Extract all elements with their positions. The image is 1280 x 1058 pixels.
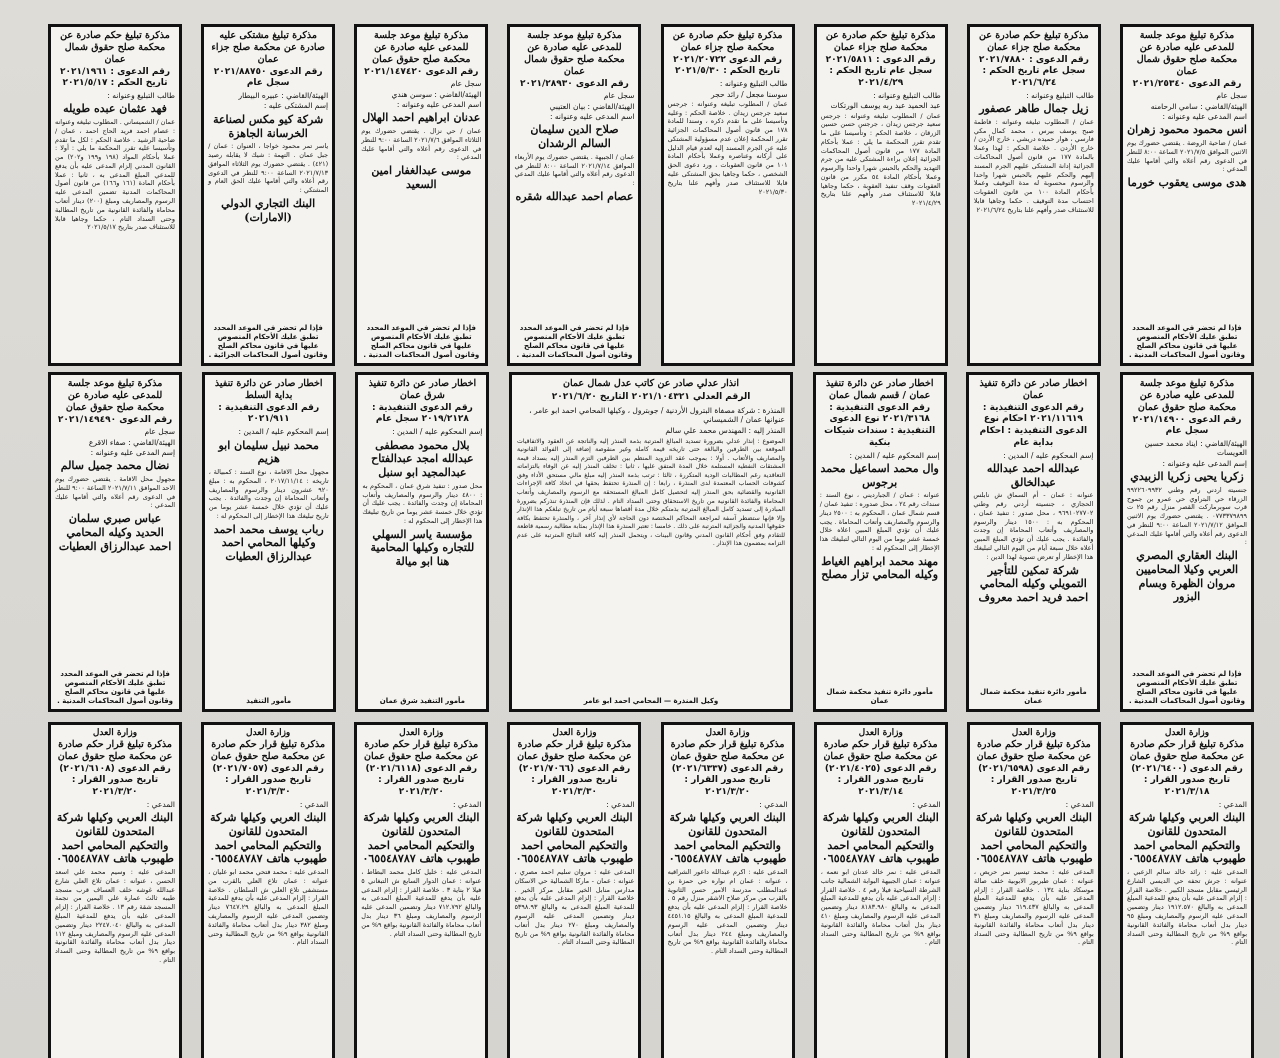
notice-case-number: رقم الدعوى (٢٠٢١/٦١٠٨) تاريخ صدور القرار : ٢٠٢١/٣/٢٠ xyxy=(59,763,171,798)
notice-body-text: جنسيته اردني رقم وطني ٩٩٢٢٦٠٩٩٣٢ الزرقاء حي البتراوي حي عمرو بن جموح قرب سوبرماركت القصر منزل رقم ٢٥ ت ٠٧٧٣٣٧٩٨٩٩ . يقتضي حضورك يوم الاثنين الموافق ٢٠٢١/٧/١٢ الساعة ٩:٠٠ للنظر في الدعوى رقم أعلاه والتي أقامها عليك المدعي : xyxy=(1127,485,1248,547)
notice-case-number: رقم الدعوى (٢٠٢١/٦٤٠٠) تاريخ صدور القرار : ٢٠٢١/٣/١٨ xyxy=(1131,763,1243,798)
notice-case-number: رقم الدعوى التنفيذية : ٢٠١٩/٢١٢٨ سجل عام xyxy=(371,402,473,425)
notice-party-name: وال محمد اسماعيل محمد برجوس xyxy=(820,461,939,489)
notices-row-1 xyxy=(48,24,1254,366)
notice-body-text: المدعى عليه : نمر خالد عدنان ابو نعمه ، عنوانه : عمان الجبيهة البوابة الشمالية جانب الشرطة السياحية فيلا رقم ٤ . خلاصة القرار : إلزام المدعى عليه بأن يدفع للمدعية المبلغ المدعى به والبالغ ٨١٨٣.٩٨٠ دينار وتضمين المدعى عليه الرسوم والمصاريف ومبلغ ٤١٠ دينار بدل أتعاب محاماة والفائدة القانونية بواقع ٩% من تاريخ المطالبة وحتى السداد التام . xyxy=(820,868,941,947)
notice-party-name: محمد نبيل سليمان ابو هزيم xyxy=(218,438,319,466)
notice-label: عبد الحميد عبد ربه يوسف الورتكات xyxy=(830,101,941,111)
notice-ministry: وزارة العدل xyxy=(1011,728,1056,738)
notice-body-text: عمان / حي نزال . يقتضي حضورك يوم الثلاثاء الموافق ٢٠٢١/٧/٦ الساعة ٩:٠٠ للنظر في الدعوى رقم أعلاه والتي أقامها عليك المدعي : xyxy=(361,127,482,162)
notice-label: إسم المشتكى عليه : xyxy=(263,101,329,111)
legal-notice xyxy=(813,372,947,712)
legal-notice xyxy=(202,372,336,712)
notice-case-number: رقم الدعوى ٢٠٢١/١٤٩٠٠ سجل عام xyxy=(1132,414,1242,437)
notice-case-number: رقم الدعوى ٢٠٢١/١٤٧٤٢٠ xyxy=(364,66,479,77)
notice-case-number: رقم الدعوى (٢٠٢١/٦١١٨) تاريخ صدور القرار : ٢٠٢١/٣/٢٠ xyxy=(365,763,478,798)
notice-plaintiff-name: رباب يوسف محمد احمد وكيلها المحامي احمد عبدالرزاق العطيات xyxy=(213,522,324,564)
notice-label: إسم المدعى عليه وعنوانه : xyxy=(1162,458,1247,468)
notice-ministry: وزارة العدل xyxy=(399,728,444,738)
notice-case-number: رقم الدعوى : ٢٠٢١/٧٨٨٠ سجل عام تاريخ الحكم : ٢٠٢١/٦/٢٤ xyxy=(978,54,1089,89)
notice-body-text: مجهول محل الاقامة ، نوع السند : كمبيالة ، تاريخه : ٢٠١٧/١١/١٤ ، المحكوم به : مبلغ ٩٢٠ عشرون دينار والرسوم والمصاريف وأتعاب المحاماة إن وجدت والفائدة . يجب عليك أن تؤدي خلال خمسة عشر يوما من تاريخ تبليغك هذا الإخطار إلى المحكوم له : xyxy=(208,468,329,520)
notice-plaintiff-name: مهند محمد ابراهيم الغياط وكيله المحامي تزار مصلح xyxy=(821,554,939,582)
legal-notice xyxy=(355,372,489,712)
notice-heading: مذكرة تبليغ قرار حكم صادرة عن محكمة صلح حقوق عمان xyxy=(210,739,326,762)
notice-case-number: الرقم العدلي ٢٠٢١/١٠٤٣٢١ التاريخ ٢٠٢١/٦/٢٠ xyxy=(551,391,751,402)
notice-heading: مذكرة تبليغ موعد جلسة للمدعى عليه صادرة عن محكمة صلح حقوق شمال عمان xyxy=(1136,30,1238,77)
notice-case-number: رقم الدعوى التنفيذية : ٢٠٢١/١١٦١٩ احكام نوع الدعوى التنفيذية : احكام بداية عام xyxy=(979,402,1088,448)
notice-heading: مذكرة تبليغ قرار حكم صادرة عن محكمة صلح حقوق عمان xyxy=(976,739,1092,762)
notice-body-text: عنوانه : عمان / الجبارديني ، نوع السند : سندات رقم ٢٤ ، محل صدوره : تنفيذ عمان / قسم شمال عمان ، المحكوم به : ٢٥٠٠ دينار والرسوم والمصاريف وأتعاب المحاماة . يجب عليك أن تؤدي المبلغ المبين اعلاه خلال خمسة عشر يوما من اليوم التالي لتبليغك هذا الإخطار إلى المحكوم له : xyxy=(819,491,940,552)
notice-party-name: البنك العربي وكيلها شركة المتحدون للقانون والتحكيم المحامي احمد طهبوب هاتف ٠٦٥٥٤٨٧٨٧ xyxy=(362,811,481,866)
notice-case-number: رقم الدعوى (٢٠٢١/٦٣٣٧) تاريخ صدور القرار : ٢٠٢١/٣/٢٠ xyxy=(671,763,784,798)
legal-notice xyxy=(201,722,335,1058)
notice-party-name: البنك العربي وكيلها شركة المتحدون للقانون والتحكيم المحامي احمد طهبوب هاتف ٠٦٥٥٤٨٧٨٧ xyxy=(821,811,940,866)
notice-plaintiff-name: البنك التجاري الدولي (الامارات) xyxy=(221,196,316,224)
notice-label: اسم المدعى عليه وعنوانه : xyxy=(549,111,635,121)
notice-footer: وكيل المنذرة — المحامي احمد ابو عامر xyxy=(583,696,719,705)
legal-notice xyxy=(354,24,488,366)
notice-party-name: البنك العربي وكيلها شركة المتحدون للقانون والتحكيم المحامي احمد طهبوب هاتف ٠٦٥٥٤٨٧٨٧ xyxy=(56,811,174,866)
notice-case-number: رقم الدعوى ٢٠٢١/٨٨٧٥٠ سجل عام xyxy=(213,66,323,89)
notice-heading: مذكرة تبليغ قرار حكم صادرة عن محكمة صلح حقوق عمان xyxy=(364,739,479,762)
notice-label: المدعي : xyxy=(912,799,941,809)
notice-footer: فإذا لم تحضر في الموعد المحدد تطبق عليك الأحكام المنصوص عليها في قانون محاكم الصلح وقانون أصول المحاكمات المدنية . xyxy=(57,669,174,705)
notice-body-text: عنوانه : عمان - أم السماق ش نابلس الحجازي ، جنسيته أردني رقم وطني ٩٦٩١٠٢٧٧٠٢ ، محل صدور : تنفيذ عمان ، المحكوم به : ١٥٠٠ دينار والرسوم والمصاريف وأتعاب المحاماة إن وجدت والفائدة . يجب عليك أن تؤدي المبلغ المبين أعلاه خلال سبعة أيام من اليوم التالي لتبليغك هذا الإخطار أو تعرض تسوية لهذا الدين : xyxy=(973,491,1094,561)
notice-case-number: رقم الدعوى ٢٠٢١/٢٨٩٣٠ xyxy=(520,78,629,89)
notice-footer: فإذا لم تحضر في الموعد المحدد تطبق عليك الأحكام المنصوص عليها في قانون محاكم الصلح وقانون أصول المحاكمات المدنية . xyxy=(363,323,480,359)
notice-case-number: رقم الدعوى (٢٠٢١/٧٠٦٦) تاريخ صدور القرار : ٢٠٢١/٣/٣٠ xyxy=(518,763,631,798)
notice-body-text: ياسر تمر محمود خواجا ، العنوان : عمان / جبل عمان . التهمة : شيك لا يقابله رصيد (٤٢١) . يقتضي حضورك يوم الثلاثاء الموافق ٢٠٢١/٧/١٣ الساعة ٩:٠٠ للنظر في الدعوى رقم أعلاه والتي أقامها عليك الحق العام و المشتكي : xyxy=(208,142,329,195)
legal-notice xyxy=(354,722,488,1058)
legal-notice xyxy=(48,24,182,366)
notice-plaintiff-name: مؤسسة ياسر السهلي للتجاره وكيلها المحامية هنا ابو ميالة xyxy=(370,527,475,569)
notice-footer: فإذا لم تحضر في الموعد المحدد تطبق عليك الأحكام المنصوص عليها في قانون محاكم الصلح وقانون أصول المحاكمات المدنية . xyxy=(1129,669,1245,705)
legal-notice xyxy=(814,24,948,366)
legal-notice xyxy=(509,372,793,712)
notice-body-text: عمان / ضاحية الروضة . يقتضي حضورك يوم الاثنين الموافق ٢٠٢١/٧/٥ الساعة ٨:٠٠ للنظر في الدعوى رقم أعلاه والتي أقامها عليك المدعي : xyxy=(1127,139,1248,174)
notice-label: سجل عام xyxy=(144,427,176,437)
legal-notice xyxy=(1120,24,1254,366)
notice-footer: مأمور التنفيذ شرق عمان xyxy=(379,696,466,705)
notice-heading: مذكرة تبليغ قرار حكم صادرة عن محكمة صلح حقوق عمان xyxy=(823,739,938,762)
notice-label: اسم المدعى عليه وعنوانه : xyxy=(1162,111,1247,121)
notice-body-text: مجهول محل الاقامة . يقتضي حضورك يوم الاحد الموافق ٢٠٢١/٧/١١ الساعة ٩:٠٠ للنظر في الدعوى رقم أعلاه والتي أقامها عليك المدعي : xyxy=(55,475,176,510)
notice-party-name: صلاح الدين سليمان السالم الرشدان xyxy=(530,123,619,151)
notices-row-3 xyxy=(48,722,1254,1058)
notice-label: المنذرة : شركة مصفاة البترول الأردنية / جوبترول ، وكيلها المحامي احمد ابو عامر ، عنوانها عمان / الشميساني xyxy=(529,405,786,424)
notice-heading: مذكرة تبليغ موعد جلسة للمدعى عليه صادرة عن محكمة صلح حقوق عمان xyxy=(372,30,471,65)
notice-footer: فإذا لم تحضر في الموعد المحدد تطبق عليك الأحكام المنصوص عليها في قانون محاكم الصلح وقانون أصول المحاكمات المدنية . xyxy=(1129,323,1245,359)
notice-heading: اخطار صادر عن دائرة تنفيذ عمان xyxy=(979,378,1088,401)
notice-heading: مذكرة تبليغ موعد جلسة للمدعى عليه صادرة عن محكمة صلح حقوق عمان xyxy=(1137,378,1237,413)
legal-notice xyxy=(1120,722,1254,1058)
notice-plaintiff-name: عباس صبري سلمان الحديد وكيله المحامي احمد عبدالرزاق العطيات xyxy=(58,512,172,553)
notice-footer: مأمور دائرة تنفيذ محكمة شمال عمان xyxy=(980,687,1087,705)
notice-label: إسم المحكوم عليه / المدين : xyxy=(1003,450,1094,460)
legal-notice xyxy=(1120,372,1254,712)
notice-body-text: عمان / الشميساني . المطلوب تبليغه وعنوانه : عصام احمد فريد الحاج احمد ، عمان / ضاحية الرشيد . خلاصة الحكم : لكل ما تقدم وتأسيسا عليه تقرر المحكمة ما يلي : أولا : عملا بأحكام المواد (١٩٨ و١٩٩ و٢٠٢) من القانون المدني إلزام المدعى عليه بأن يدفع للمدعي المبلغ المدعى به ، ثانيا : عملا بأحكام المادة (١٦١ و١٦٦) من قانون أصول المحاكمات المدنية تضمين المدعى عليه الرسوم والمصاريف ومبلغ (٢٠٠) دينار أتعاب محاماة والفائدة القانونية من تاريخ المطالبة وحتى السداد التام ، حكما وجاهيا قابلا للاستئناف صدر بتاريخ ٢٠٢١/٥/١٧ xyxy=(55,118,176,232)
notice-label: إسم المحكوم عليه / المدين : xyxy=(392,427,483,437)
notice-party-name: البنك العربي وكيلها شركة المتحدون للقانون والتحكيم المحامي احمد طهبوب هاتف ٠٦٥٥٤٨٧٨٧ xyxy=(1128,811,1246,866)
notice-label: المدعي : xyxy=(1065,799,1094,809)
notice-ministry: وزارة العدل xyxy=(858,728,903,738)
notice-heading: مذكرة تبليغ موعد جلسة للمدعى عليه صادرة عن محكمة صلح حقوق عمان xyxy=(65,378,165,413)
notice-heading: مذكرة تبليغ حكم صادرة عن محكمة صلح جزاء عمان xyxy=(825,30,936,53)
notice-party-name: بلال محمود مصطفى عبدالله امجد عبدالفتاح عبدالمجيد ابو سنبل xyxy=(371,438,474,479)
notice-label: سوسنا مجعل / رائد حجر xyxy=(711,89,788,99)
notice-body-text: المدعى عليه : محمد فتحي محمد ابو عليان ، عنوانه : عمان تلاع العلي بالقرب من مستشفى تلاع العلي ش السلطان . خلاصة القرار : إلزام المدعى عليه بأن يدفع للمدعية المبلغ المدعى به والبالغ ٧٦٤٧.٢٩ دينار وتضمين المدعى عليه الرسوم والمصاريف ومبلغ ٣٨٢ دينار بدل أتعاب محاماة والفائدة القانونية بواقع ٩% من تاريخ المطالبة وحتى السداد التام . xyxy=(208,868,329,947)
notice-body-text: المدعى عليه : اكرم عبدالله داعور الشراقبه ، عنوانه : عمان ام نواره حي حمزة بن عبدالمطلب مدرسة الامير حسن الثانوية بالقرب من مركز صلاح الاشقر منزل رقم ٥ . خلاصة القرار : إلزام المدعى عليه بأن يدفع للمدعية المبلغ المدعى به والبالغ ٤٤٥١.١٥ دينار وتضمين المدعى عليه الرسوم والمصاريف ومبلغ ٢٤٤ دينار بدل أتعاب محاماة والفائدة القانونية بواقع ٩% من تاريخ المطالبة وحتى السداد التام . xyxy=(667,868,788,956)
notice-label: طالب التبليغ وعنوانه : xyxy=(873,90,941,100)
notice-party-name: شركة كيو مكس لصناعة الخرسانة الجاهزة xyxy=(213,112,324,140)
legal-notice xyxy=(48,722,182,1058)
notice-label: المدعي : xyxy=(759,799,788,809)
notice-label: المدعي : xyxy=(606,799,635,809)
notice-party-name: عدنان ابراهيم احمد الهلال xyxy=(362,111,481,125)
notice-label: إسم المدعى عليه وعنوانه : xyxy=(90,448,176,458)
notice-heading: اخطار صادر عن دائرة تنفيذ عمان / قسم شمال عمان xyxy=(825,378,934,401)
notice-body-text: الموضوع : إنذار عدلي بضرورة تسديد المبالغ المترتبة بذمة المنذر إليه والناتجة عن العقود والاتفاقيات الموقعة بين الطرفين والبالغة حتى تاريخه قيمة كاملة وغير منقوصة إضافة إلى الفوائد القانونية والمصاريف والأتعاب . أولا : بموجب عقد التزويد المنظم بين الطرفين التزم المنذر إليه بسداد قيمة المشتقات النفطية المستلمة خلال المدة المتفق عليها ، ثانيا : تخلف المنذر إليه عن الوفاء بالتزاماته التعاقدية رغم المطالبات الودية المتكررة ، ثالثا : ترتب بذمة المنذر إليه مبلغ مالي مستحق الأداء وفق كشوفات الحساب المعتمدة لدى المنذرة ، رابعا : إن المنذرة تحتفظ بحقها في اتخاذ كافة الإجراءات القانونية والقضائية بحق المنذر إليه لتحصيل كامل المبالغ المستحقة مع الرسوم والمصاريف وأتعاب المحاماة والفائدة القانونية من تاريخ الاستحقاق وحتى السداد التام . لذلك فإن المنذرة تنذركم بضرورة المبادرة إلى تسديد كامل المبالغ المترتبة بذمتكم خلال مدة أقصاها سبعة أيام من تاريخ تبلغكم هذا الإنذار وإلا فإنها ستضطر آسفة لمراجعة المحاكم المختصة دون الحاجة لأي إنذار آخر ، والمنذرة تحتفظ بكافة حقوقها المدنية والجزائية المترتبة على ذلك . خامسا : تعتبر المنذرة هذا الإنذار بمثابة مطالبة رسمية قاطعة للتقادم وفق أحكام القانون المدني وقانون البينات ، ويتحمل المنذر إليه كافة النتائج المترتبة على عدم التزامه بمضمون هذا الإنذار . xyxy=(517,437,786,548)
notice-label: سجل عام xyxy=(603,91,635,101)
notice-party-name: البنك العربي وكيلها شركة المتحدون للقانون والتحكيم المحامي احمد طهبوب هاتف ٠٦٥٥٤٨٧٨٧ xyxy=(668,811,787,866)
notice-case-number: رقم الدعوى : ٢٠٢١/٥٨١١ سجل عام تاريخ الحكم : ٢٠٢١/٤/٢٩ xyxy=(825,54,936,89)
notice-ministry: وزارة العدل xyxy=(92,728,138,738)
notice-party-name: زكريا يحيى زكريا الزبيدي xyxy=(1130,470,1244,484)
notice-label: الهيئة/القاضي : سامي الرحامنه xyxy=(1150,101,1247,111)
notice-body-text: عمان / الجبيهة . يقتضي حضورك يوم الأربعاء الموافق ٢٠٢١/٧/١٤ الساعة ٨:٠٠ للنظر في الدعوى رقم أعلاه والتي أقامها عليك المدعي : xyxy=(514,152,635,188)
notice-plaintiff-name: عصام احمد عبدالله شقره xyxy=(515,189,634,203)
notice-party-name: زيل جمال طاهر عصفور xyxy=(979,102,1089,116)
legal-notice xyxy=(661,722,795,1058)
notice-footer: فإذا لم تحضر في الموعد المحدد تطبق عليك الأحكام المنصوص عليها في قانون محاكم الصلح وقانون أصول المحاكمات المدنية . xyxy=(516,323,633,359)
notice-ministry: وزارة العدل xyxy=(705,728,750,738)
legal-notice xyxy=(966,372,1100,712)
notice-party-name: البنك العربي وكيلها شركة المتحدون للقانون والتحكيم المحامي احمد طهبوب هاتف ٠٦٥٥٤٨٧٨٧ xyxy=(515,811,634,866)
notice-body-text: المدعى عليه : وسيم محمد علي اسعد الحسن ، عنوانه : عمان تلاع العلي شارع عبدالله غوشه خلف العساف قرب مسجد طيبه ثالث عمارة علي اليمين من نجمة المسجد شقة رقم ١٣ . خلاصة القرار : إلزام المدعى عليه بأن يدفع للمدعية المبلغ المدعى به والبالغ ٢٢٤٧.٠٤٠ دينار وتضمين المدعى عليه الرسوم والمصاريف ومبلغ ١١٢ دينار بدل أتعاب محاماة والفائدة القانونية بواقع ٩% من تاريخ المطالبة وحتى السداد التام . xyxy=(55,868,176,964)
notice-label: المدعي : xyxy=(146,799,176,809)
notice-body-text: محل صدور : تنفيذ شرق عمان ، المحكوم به : ٤٨٠٠ دينار والرسوم والمصاريف وأتعاب المحاماة إن وجدت والفائدة . يجب عليك أن تؤدي خلال خمسة عشر يوما من تاريخ تبليغك هذا الإخطار إلى المحكوم له : xyxy=(362,481,483,525)
notice-body-text: عمان / المطلوب تبليغه وعنوانه : فاطمة صبح يوسف بيرس ، محمد كمال مكي فارسي ، هوار حميده دريشي ، خارج الأردن / خارج الأردن . خلاصة الحكم : لهذا وعملا بالمادة ١٧٧ من قانون أصول المحاكمات الجزائية إدانة المشتكى عليهم الجرم المسند إليهم والحكم عليهم بالحبس شهرا واحدا والرسوم محسوبة له مدة التوقيف وعملا بأحكام المادة ١٠٠ من قانون العقوبات احتساب مدة التوقيف . حكما وجاهيا قابلا للاستئناف صدر وأفهم علنا بتاريخ ٢٠٢١/٦/٢٤ xyxy=(973,117,1094,214)
legal-notice xyxy=(48,372,182,712)
notice-body-text: عمان / المطلوب تبليغه وعنوانه : جرجس سعيد جرجس زيدان . خلاصة الحكم : وعليه وتأسيسا على ما تقدم ذكره ، وسندا للمادة ١٧٨ من قانون أصول المحاكمات الجزائية تقرر المحكمة إعلان عدم مسؤولية المشتكى عليه عن الجرم المسند إليه لعدم قيام الدليل على أركانه وعناصره وعملا بأحكام المادة ١٠١ من قانون العقوبات ، ورد دعوى الحق الشخصي ، حكما وجاهيا بحق المشتكى عليه قابلا للاستئناف صدر وأفهم علنا بتاريخ ٢٠٢١/٥/٣٠ xyxy=(667,99,788,196)
notice-body-text: المدعى عليه : مروان سليم احمد مصري ، عنوانه : عمان - ماركا الشمالية حي الاسكان مدارس منابل الخير مقابل مركز الخير . خلاصة القرار : إلزام المدعى عليه بأن يدفع للمدعية المبلغ المدعى به والبالغ ٥٣٩٨.٩٣ دينار وتضمين المدعى عليه الرسوم والمصاريف ومبلغ ٢٧٠ دينار بدل أتعاب محاماة والفائدة القانونية بواقع ٩% من تاريخ المطالبة وحتى السداد التام . xyxy=(514,868,635,947)
notice-case-number: رقم الدعوى ٢٠٢١/٢٥٣٤٠ xyxy=(1132,78,1242,89)
legal-notice xyxy=(507,24,641,366)
notice-party-name: البنك العربي وكيلها شركة المتحدون للقانون والتحكيم المحامي احمد طهبوب هاتف ٠٦٥٥٤٨٧٨٧ xyxy=(209,811,327,866)
notice-body-text: عمان / المطلوب تبليغه وعنوانه : جرجس سعيد جرجس زيدان ، جرجس حسن حسين الزرقان ، خلاصة الحكم : وتأسيسا على ما تقدم تقرر المحكمة ما يلي : عملا بأحكام المادة ١٧٧ من قانون أصول المحاكمات الجزائية إعلان براءة المشتكى عليه من جرم التهديد والحكم بالحبس شهرا واحدا والرسوم وعملا بأحكام المادة ٥٤ مكرر من قانون العقوبات وقف تنفيذ العقوبة ، حكما وجاهيا قابلا للاستئناف صدر وأفهم علنا بتاريخ ٢٠٢١/٤/٢٩ xyxy=(820,111,941,208)
notice-label: المدعي : xyxy=(1218,799,1247,809)
notices-row-2 xyxy=(48,372,1254,712)
notice-plaintiff-name: هدى موسى يعقوب خورما xyxy=(1127,176,1247,190)
notice-label: المدعي : xyxy=(299,799,329,809)
notice-heading: اخطار صادر عن دائرة تنفيذ بداية السلط xyxy=(214,378,323,401)
notice-party-name: البنك العربي وكيلها شركة المتحدون للقانون والتحكيم المحامي احمد طهبوب هاتف ٠٦٥٥٤٨٧٨٧ xyxy=(975,811,1093,866)
notice-case-number: رقم الدعوى التنفيذية : ٢٠٢١/٩١١ xyxy=(218,402,320,425)
notice-party-name: عبدالله احمد عبدالله عبدالخالق xyxy=(986,461,1080,489)
notice-label: الهيئة/القاضي : بيان العتيبي xyxy=(549,101,635,111)
notice-heading: مذكرة تبليغ حكم صادرة عن محكمة صلح جزاء عمان xyxy=(978,30,1089,53)
notice-party-name: فهد عثمان عبده طويله xyxy=(63,102,167,116)
notice-label: اسم المدعى عليه وعنوانه : xyxy=(396,100,482,110)
notice-label: الهيئة/القاضي : سوسن هندي xyxy=(391,89,482,99)
notice-heading: مذكرة تبليغ قرار حكم صادرة عن محكمة صلح حقوق عمان xyxy=(57,739,173,762)
notice-label: إسم المحكوم عليه / المدين : xyxy=(238,427,329,437)
notice-label: الهيئة/القاضي : ايناد محمد حسين العويسات xyxy=(1144,439,1247,458)
notice-label: المنذر إليه : المهندس محمد علي سالم xyxy=(665,426,786,436)
notice-body-text: المدعى عليه : رائد خالد سالم الزعبي ، عنوانه : جرش تحفه حي الديسي الشارع الرئيسي مقابل مسجد الكبير . خلاصة القرار : إلزام المدعى عليه بأن يدفع للمدعية المبلغ المدعى به والبالغ ١٩١٢.٥٧٠ دينار وتضمين المدعى عليه الرسوم والمصاريف ومبلغ ٩٥ دينار بدل أتعاب محاماة والفائدة القانونية بواقع ٩% من تاريخ المطالبة وحتى السداد التام . xyxy=(1127,868,1248,947)
notice-heading: مذكرة تبليغ قرار حكم صادرة عن محكمة صلح حقوق عمان xyxy=(670,739,785,762)
notice-footer: فإذا لم تحضر في الموعد المحدد تطبق عليك الأحكام المنصوص عليها في قانون محاكم الصلح وقانون أصول المحاكمات الجزائية . xyxy=(208,323,328,359)
notice-label: الهيئة/القاضي : صفاء الاقرع xyxy=(88,437,176,447)
notice-label: الهيئة/القاضي : عبيره البيطار xyxy=(238,91,329,100)
notice-label: إسم المحكوم عليه / المدين : xyxy=(849,450,940,460)
notice-footer: مأمور دائرة تنفيذ محكمة شمال عمان xyxy=(826,687,934,705)
notice-label: سجل عام xyxy=(450,79,482,89)
notice-case-number: رقم الدعوى ٢٠٢١/٢٠٧٢٢ تاريخ الحكم : ٢٠٢١/٥/٣٠ xyxy=(673,54,782,77)
notice-case-number: رقم الدعوى ٢٠٢١/١٤٩٤٩٠ xyxy=(57,414,173,425)
notice-heading: مذكرة تبليغ حكم صادرة عن محكمة صلح جزاء عمان xyxy=(672,30,783,53)
legal-notice xyxy=(201,24,335,366)
notice-case-number: رقم الدعوى (٢٠٢١/٤٠٢٥) تاريخ صدور القرار : ٢٠٢١/٣/١٤ xyxy=(824,763,937,798)
notice-heading: مذكرة تبليغ قرار حكم صادرة عن محكمة صلح حقوق عمان xyxy=(1129,739,1245,762)
legal-notice xyxy=(967,722,1101,1058)
notice-heading: مذكرة تبليغ قرار حكم صادرة عن محكمة صلح حقوق عمان xyxy=(517,739,632,762)
legal-notice xyxy=(967,24,1101,366)
notice-heading: اخطار صادر عن دائرة تنفيذ شرق عمان xyxy=(368,378,477,401)
notice-heading: انذار عدلي صادر عن كاتب عدل شمال عمان xyxy=(563,378,740,389)
notice-plaintiff-name: شركة تمكين للتأجير التمويلي وكيله المحامي احمد فريد احمد معروف xyxy=(978,563,1089,604)
notice-case-number: رقم الدعوى التنفيذية : ٢٠٢١/٣١٦٨ نوع الدعوى التنفيذية : سندات شيكات بنكية xyxy=(824,402,936,448)
legal-notice xyxy=(507,722,641,1058)
notice-case-number: رقم الدعوى (٢٠٢١/٧٠٥٧) تاريخ صدور القرار : ٢٠٢١/٣/٣٠ xyxy=(212,763,324,798)
notice-label: طالب التبليغ وعنوانه : xyxy=(1026,90,1094,100)
notice-body-text: المدعى عليه : محمد تيسير نمر حريص ، عنوانه : عمان طبربور الابوبية خلف صالة موسكاد بناية ١٣٤ . خلاصة القرار : إلزام المدعى عليه بأن يدفع للمدعية المبلغ المدعى به والبالغ ٦١٩.٤٣٧ دينار وتضمين المدعى عليه الرسوم والمصاريف ومبلغ ٣١ دينار بدل أتعاب محاماة والفائدة القانونية بواقع ٩% من تاريخ المطالبة وحتى السداد التام . xyxy=(973,868,1094,947)
notice-ministry: وزارة العدل xyxy=(552,728,597,738)
notice-heading: مذكرة تبليغ مشتكى عليه صادرة عن محكمة صلح جزاء عمان xyxy=(211,30,325,65)
notice-ministry: وزارة العدل xyxy=(1164,728,1210,738)
notice-case-number: رقم الدعوى (٢٠٢١/٦٥٩٨) تاريخ صدور القرار : ٢٠٢١/٣/٢٥ xyxy=(978,763,1090,798)
notice-label: طالب التبليغ وعنوانه : xyxy=(719,79,788,89)
notice-ministry: وزارة العدل xyxy=(246,728,291,738)
notice-party-name: انس محمود محمود زهران xyxy=(1127,123,1247,137)
notice-heading: مذكرة تبليغ حكم صادرة عن محكمة صلح حقوق شمال عمان xyxy=(60,30,170,65)
legal-notice xyxy=(814,722,948,1058)
notice-label: طالب التبليغ وعنوانه : xyxy=(107,91,176,100)
notice-case-number: رقم الدعوى : ٢٠٢١/١٩٦١ تاريخ الحكم : ٢٠٢١/٥/١٧ xyxy=(59,66,171,89)
notice-label: المدعي : xyxy=(453,799,482,809)
notice-plaintiff-name: البنك العقاري المصري العربي وكيلا المحاميين مروان الظهرة وبسام البزور xyxy=(1135,549,1239,604)
notice-plaintiff-name: موسى عبدالغفار امين السعيد xyxy=(371,164,472,191)
legal-notice xyxy=(661,24,795,366)
notice-label: سجل عام xyxy=(1216,91,1247,101)
notice-heading: مذكرة تبليغ موعد جلسة للمدعى عليه صادرة عن محكمة صلح حقوق شمال عمان xyxy=(524,30,625,77)
notice-footer: مأمور التنفيذ xyxy=(246,696,292,705)
notice-party-name: نضال محمد جميل سالم xyxy=(60,459,170,473)
notice-body-text: المدعى عليه : خليل كامل محمد البطاط ، عنوانه : عمان الدوار السابع ش التبغاني ٥ فيلا ٢ بناية ٣ . خلاصة القرار : إلزام المدعى عليه بأن يدفع للمدعية المبلغ المدعى به والبالغ ٧١٢.٧٩٢ دينار وتضمين المدعى عليه الرسوم والمصاريف ومبلغ ٣٦ دينار بدل أتعاب محاماة والفائدة القانونية بواقع ٩% من تاريخ المطالبة وحتى السداد التام . xyxy=(361,868,482,938)
